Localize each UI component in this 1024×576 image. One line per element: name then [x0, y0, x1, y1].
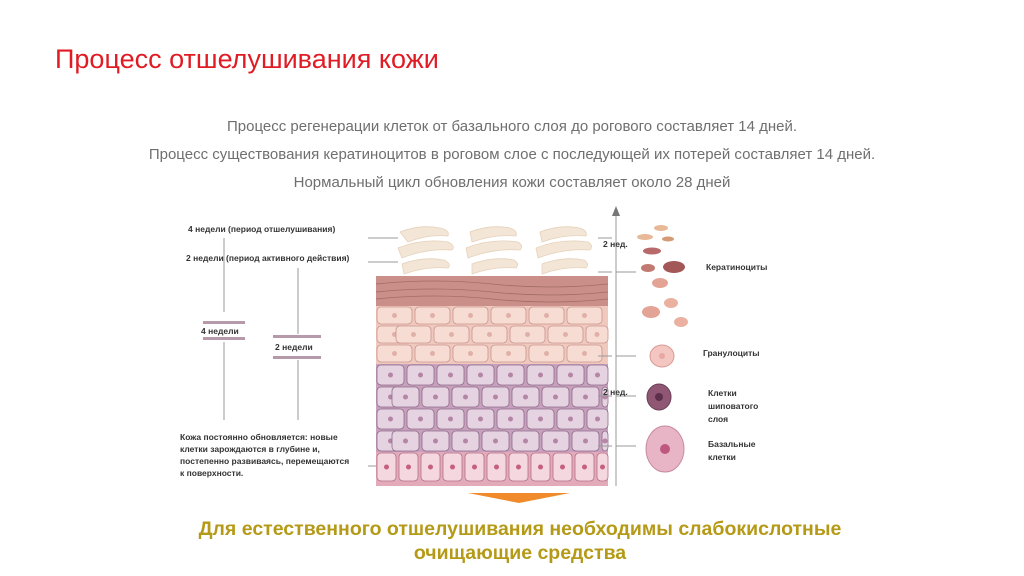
label-four-weeks: 4 недели	[201, 326, 239, 336]
cell-nucleus	[388, 373, 393, 378]
cell-nucleus	[525, 332, 530, 337]
cell-nucleus	[468, 313, 473, 318]
cell-nucleus	[595, 332, 600, 337]
cell-nucleus	[538, 373, 543, 378]
cell-nucleus	[583, 439, 588, 444]
cell-nucleus	[506, 313, 511, 318]
granulocyte-cell-icon	[650, 345, 674, 367]
label-spinous-line-1: Клетки	[708, 388, 737, 398]
cell-nucleus	[538, 417, 543, 422]
basal-cell-icon	[646, 426, 684, 472]
cell-nucleus	[430, 313, 435, 318]
cell-nucleus	[508, 373, 513, 378]
cell-nucleus	[478, 417, 483, 422]
cell-nucleus	[384, 465, 389, 470]
cell-nucleus	[478, 373, 483, 378]
cell-nucleus	[516, 465, 521, 470]
label-spinous-line-3: слоя	[708, 414, 729, 424]
label-basal-line-1: Базальные	[708, 439, 756, 449]
cell-nucleus	[582, 465, 587, 470]
cell-nucleus	[568, 373, 573, 378]
spinous-cell-icon	[647, 384, 671, 410]
cell-nucleus	[411, 332, 416, 337]
cell-nucleus	[430, 351, 435, 356]
cell-nucleus	[433, 395, 438, 400]
cell-nucleus	[583, 395, 588, 400]
cell-nucleus	[553, 395, 558, 400]
keratinocyte-cells-icon	[637, 225, 688, 327]
cell-nucleus	[392, 351, 397, 356]
cell-nucleus	[582, 351, 587, 356]
cell-nucleus	[560, 465, 565, 470]
cell-nucleus	[463, 439, 468, 444]
cell-nucleus	[494, 465, 499, 470]
cell-nucleus	[508, 417, 513, 422]
cell-nucleus	[406, 465, 411, 470]
cell-nucleus	[418, 417, 423, 422]
label-period-active: 2 недели (период активного действия)	[186, 253, 350, 263]
conclusion-line-2: очищающие средства	[413, 542, 627, 564]
label-granulocytes: Гранулоциты	[703, 348, 760, 358]
conclusion-line-1: Для естественного отшелушивания необходимы слабокислотные	[198, 518, 842, 540]
cell-nucleus	[487, 332, 492, 337]
cell-nucleus	[448, 417, 453, 422]
label-keratinocytes: Кератиноциты	[706, 262, 768, 272]
cell-nucleus	[538, 465, 543, 470]
cell-nucleus	[428, 465, 433, 470]
cell-nucleus	[388, 417, 393, 422]
cell-nucleus	[523, 439, 528, 444]
cell-nucleus	[449, 332, 454, 337]
cell-nucleus	[468, 351, 473, 356]
cell-nucleus	[553, 439, 558, 444]
slide-title: Процесс отшелушивания кожи	[55, 44, 439, 74]
cell-nucleus	[523, 395, 528, 400]
cell-nucleus	[582, 313, 587, 318]
intro-line-3: Нормальный цикл обновления кожи составляет около 28 дней	[293, 174, 731, 191]
label-basal-line-2: клетки	[708, 452, 736, 462]
label-two-weeks: 2 недели	[275, 342, 313, 352]
renewal-note-line-3: постепенно развиваясь, перемещаются	[180, 456, 350, 466]
intro-line-1: Процесс регенерации клеток от базального слоя до рогового составляет 14 дней.	[226, 118, 798, 135]
skin-cross-section	[376, 276, 608, 486]
cell-nucleus	[433, 439, 438, 444]
cell-nucleus	[472, 465, 477, 470]
cell-nucleus	[595, 373, 600, 378]
renewal-note-line-4: к поверхности.	[180, 468, 244, 478]
cell-nucleus	[603, 439, 608, 444]
cell-nucleus	[403, 439, 408, 444]
shed-flakes	[398, 227, 592, 274]
cell-nucleus	[463, 395, 468, 400]
cell-nucleus	[392, 313, 397, 318]
label-period-peeling: 4 недели (период отшелушивания)	[188, 224, 336, 234]
label-two-weeks-top: 2 нед.	[603, 239, 628, 249]
cell-nucleus	[595, 417, 600, 422]
cell-nucleus	[493, 439, 498, 444]
cell-nucleus	[448, 373, 453, 378]
cell-nucleus	[600, 465, 605, 470]
cell-nucleus	[544, 313, 549, 318]
renewal-note-line-1: Кожа постоянно обновляется: новые	[180, 432, 338, 442]
cell-nucleus	[418, 373, 423, 378]
up-arrow-icon	[612, 206, 620, 216]
label-two-weeks-bottom: 2 нед.	[603, 387, 628, 397]
cell-nucleus	[563, 332, 568, 337]
cell-nucleus	[403, 395, 408, 400]
label-spinous-line-2: шиповатого	[708, 401, 759, 411]
conclusion	[80, 517, 960, 565]
intro-line-2: Процесс существования кератиноцитов в роговом слое с последующей их потерей составляет 14 дней.	[148, 146, 876, 163]
renewal-note-line-2: клетки зарождаются в глубине и,	[180, 444, 320, 454]
cell-nucleus	[544, 351, 549, 356]
cell-nucleus	[493, 395, 498, 400]
down-arrow	[468, 493, 570, 503]
cell-nucleus	[506, 351, 511, 356]
cell-nucleus	[568, 417, 573, 422]
cell-nucleus	[450, 465, 455, 470]
